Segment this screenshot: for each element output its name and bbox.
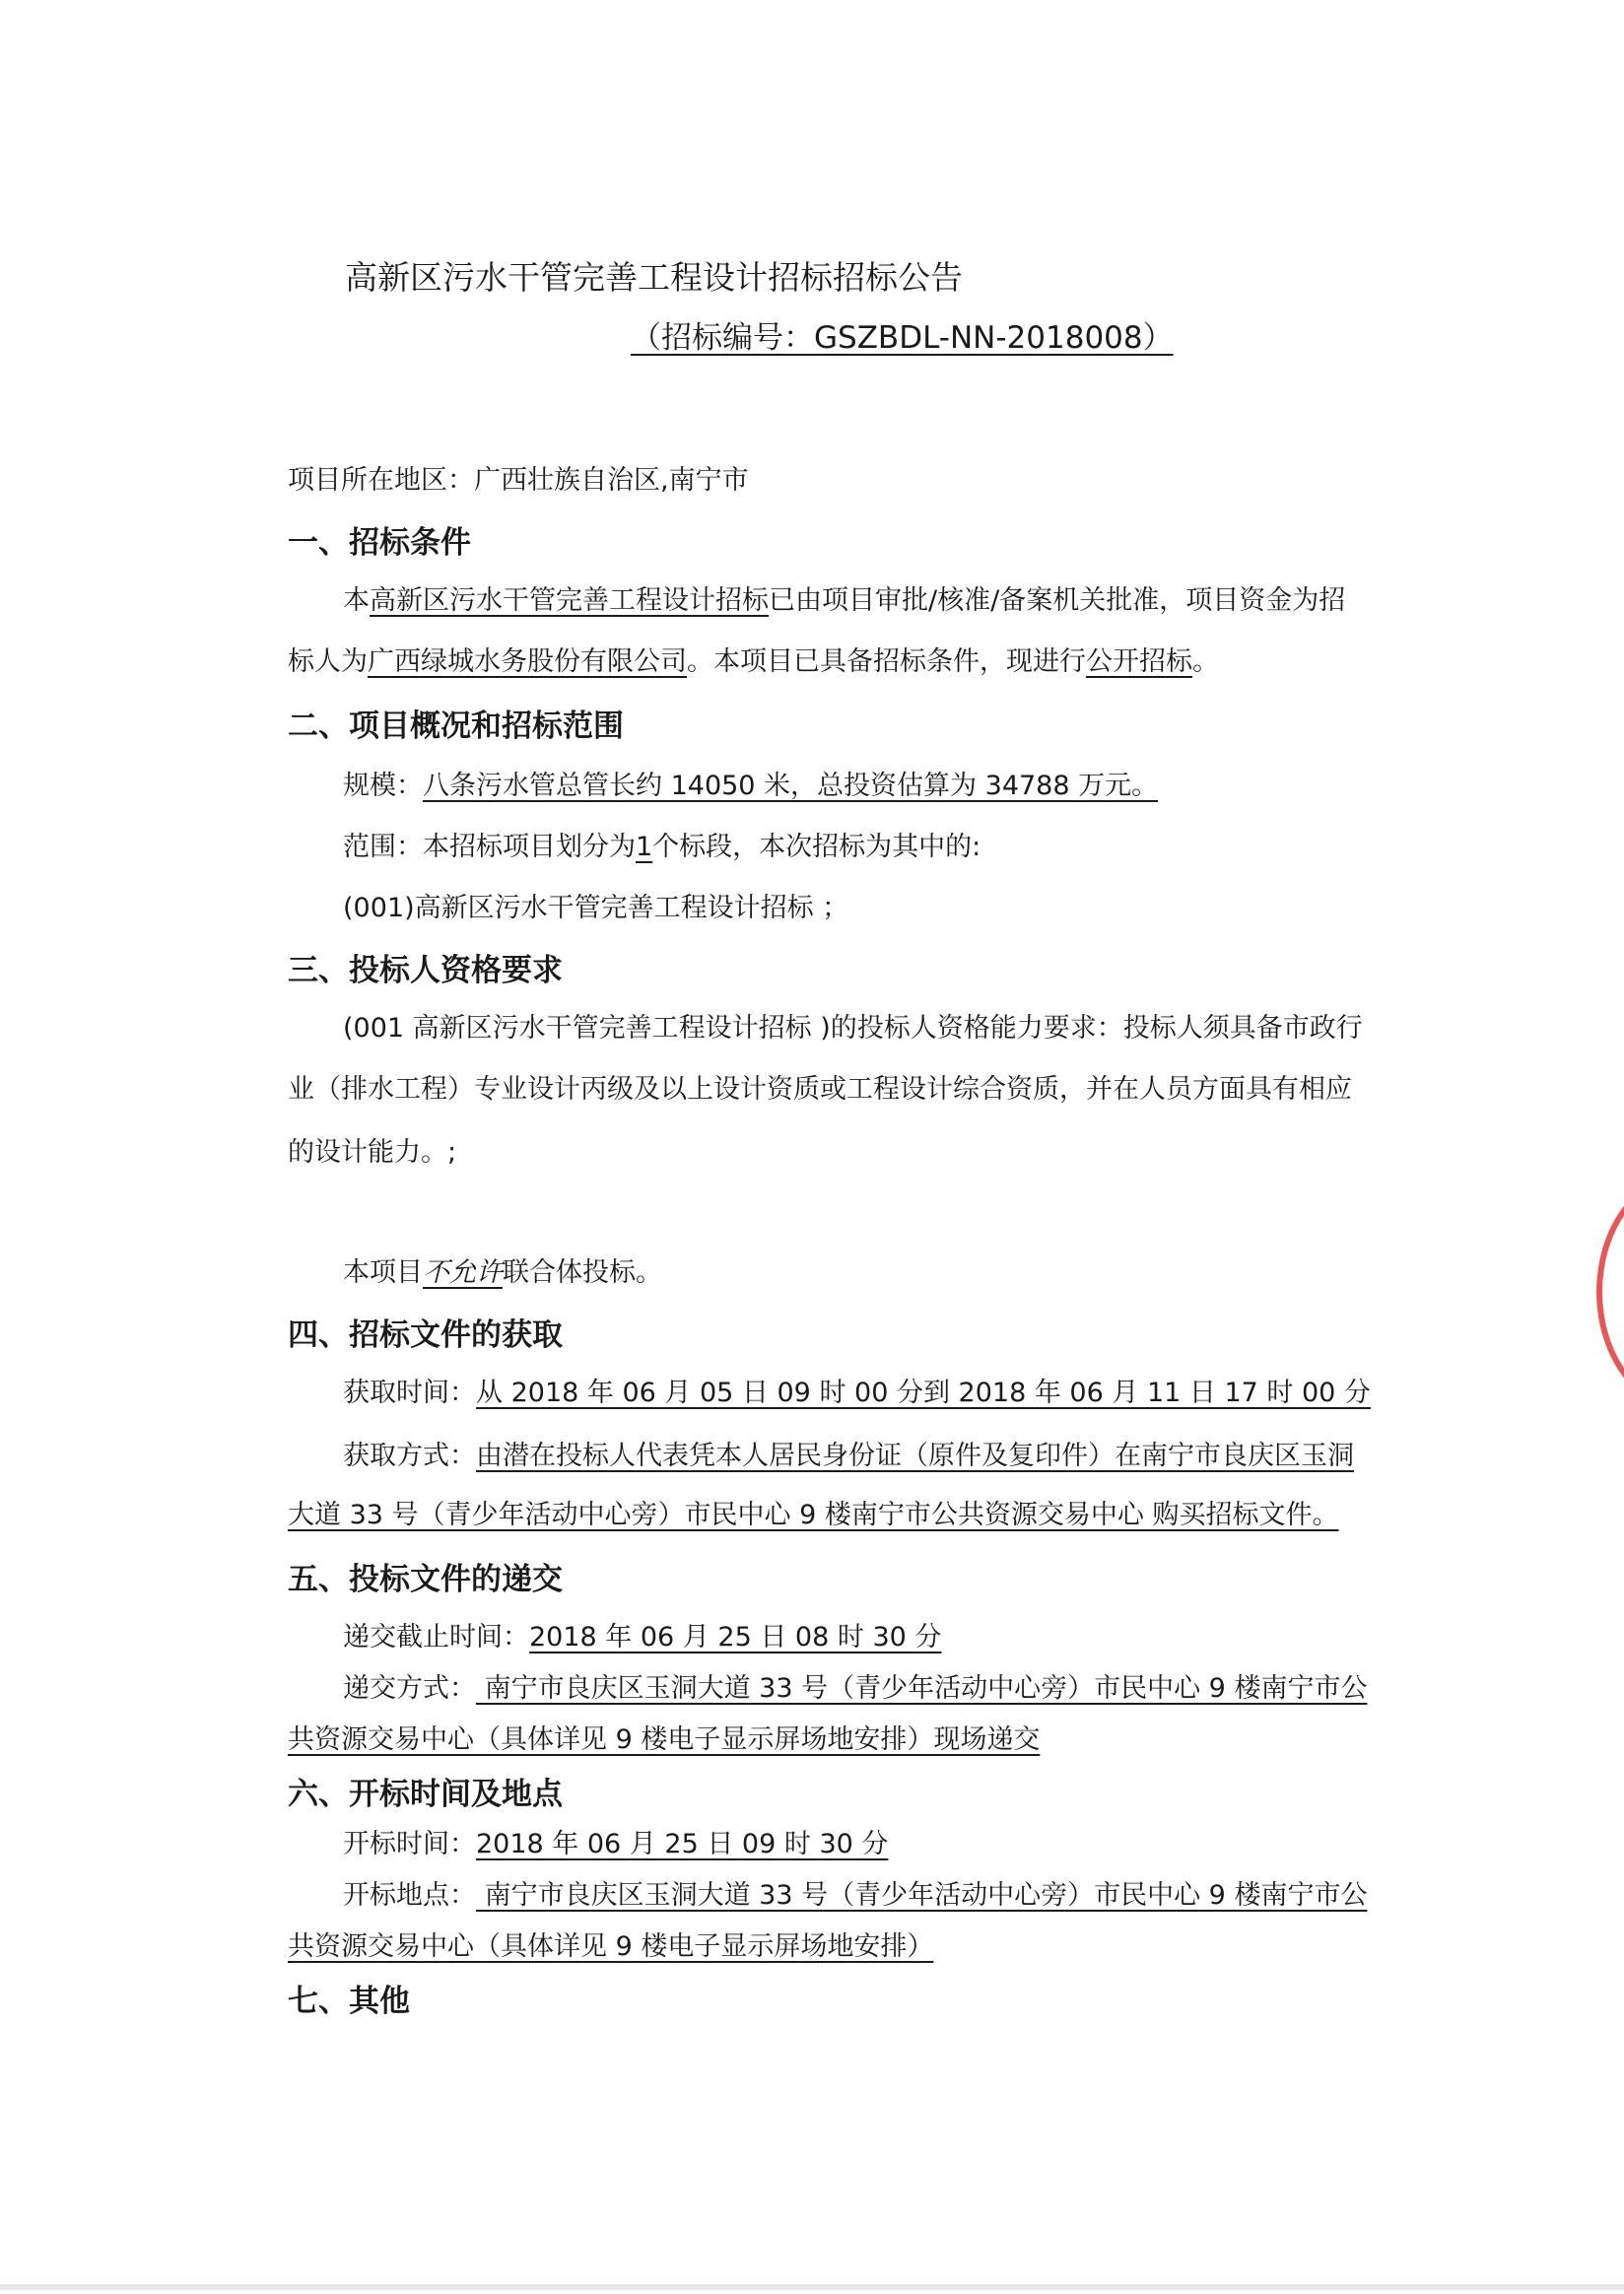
section-3-para-line3: 的设计能力。; [288,1137,457,1168]
scale-value: 八条污水管总管长约 14050 米，总投资估算为 34788 万元。 [423,771,1159,801]
scan-edge [0,2284,1624,2290]
red-seal-stamp [1596,1173,1624,1411]
lot-count: 1 [636,832,653,862]
deadline-value: 2018 年 06 月 25 日 08 时 30 分 [529,1622,942,1653]
section-2-lot: (001)高新区污水干管完善工程设计招标 ； [343,893,849,923]
s1-text: 本 [343,585,370,616]
place-value: 共资源交易中心（具体详见 9 楼电子显示屏场地安排） [288,1931,934,1962]
s1-text: 标人为 [288,646,368,677]
method-label: 递交方式： [343,1673,476,1704]
joint-bid-note [343,1253,662,1293]
range-text: 个标段，本次招标为其中的: [652,832,981,862]
place-label: 开标地点： [343,1880,476,1911]
project-location: 项目所在地区：广西壮族自治区,南宁市 [288,465,749,496]
tender-code-text: （招标编号：GSZBDL-NN-2018008） [631,320,1174,356]
method-value: 大道 33 号（青少年活动中心旁）市民中心 9 楼南宁市公共资源交易中心 购买招标文件。 [288,1500,1339,1530]
method-value: 由潜在投标人代表凭本人居民身份证（原件及复印件）在南宁市良庆区玉洞 [476,1441,1354,1471]
section-5-heading: 五、投标文件的递交 [288,1562,563,1597]
s1-tender-method: 公开招标 [1086,646,1192,677]
section-6-time [343,1825,888,1864]
s1-text: 。本项目已具备招标条件，现进行 [687,646,1086,677]
method-value: 共资源交易中心（具体详见 9 楼电子显示屏场地安排）现场递交 [288,1724,1041,1755]
section-4-method-line1 [343,1437,1354,1476]
s1-tenderer-name: 广西绿城水务股份有限公司 [368,646,687,677]
section-5-deadline [343,1618,941,1657]
section-4-time [343,1374,1371,1413]
section-4-method-line2 [288,1496,1338,1535]
s1-text: 。 [1192,646,1219,677]
s1-project-name: 高新区污水干管完善工程设计招标 [370,585,769,616]
section-2-heading: 二、项目概况和招标范围 [288,708,624,744]
section-1-para-line2 [288,642,1219,682]
deadline-label: 递交截止时间： [343,1622,529,1653]
section-2-range [343,828,981,867]
time-label: 获取时间： [343,1378,476,1408]
section-3-para-line1: (001 高新区污水干管完善工程设计招标 )的投标人资格能力要求：投标人须具备市政行 [343,1013,1363,1044]
section-6-heading: 六、开标时间及地点 [288,1777,563,1812]
range-text: 范围：本招标项目划分为 [343,832,636,862]
section-5-method-line1 [343,1669,1367,1709]
document-title: 高新区污水干管完善工程设计招标招标公告 [345,258,963,297]
section-1-heading: 一、招标条件 [288,525,471,561]
section-4-heading: 四、招标文件的获取 [288,1317,563,1353]
scale-label: 规模： [343,771,423,801]
method-label: 获取方式： [343,1441,476,1471]
method-value: 南宁市良庆区玉洞大道 33 号（青少年活动中心旁）市民中心 9 楼南宁市公 [476,1673,1368,1704]
joint-bid-status: 不允许 [423,1257,503,1288]
section-2-scale [343,767,1158,806]
section-3-para-line2: 业（排水工程）专业设计丙级及以上设计资质或工程设计综合资质，并在人员方面具有相应 [288,1074,1352,1105]
time-label: 开标时间： [343,1829,476,1859]
tender-code [631,315,1174,361]
section-6-place-line1 [343,1876,1367,1916]
section-3-heading: 三、投标人资格要求 [288,953,563,988]
place-value: 南宁市良庆区玉洞大道 33 号（青少年活动中心旁）市民中心 9 楼南宁市公 [476,1880,1368,1911]
section-6-place-line2 [288,1927,933,1967]
section-7-heading: 七、其他 [288,1984,410,2019]
joint-text: 本项目 [343,1257,423,1288]
s1-text: 已由项目审批/核准/备案机关批准，项目资金为招 [769,585,1346,616]
section-1-para-line1 [343,581,1345,621]
section-5-method-line2 [288,1720,1040,1760]
joint-text: 联合体投标。 [503,1257,662,1288]
time-value: 2018 年 06 月 25 日 09 时 30 分 [476,1829,889,1859]
time-value: 从 2018 年 06 月 05 日 09 时 00 分到 2018 年 06 月 11 日 17 时 00 分 [476,1378,1371,1408]
